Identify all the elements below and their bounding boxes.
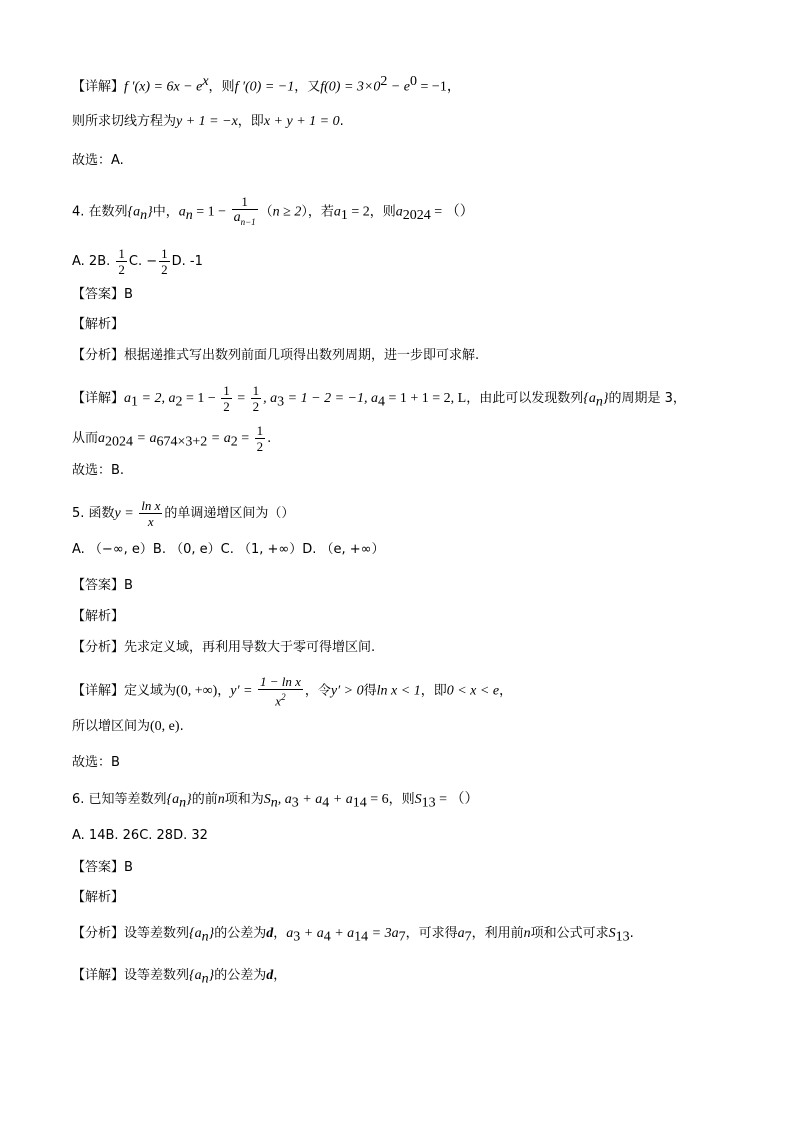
options-5: A. （−∞, e）B. （0, e）C. （1, +∞）D. （e, +∞）	[72, 542, 385, 557]
options-6: A. 14B. 26C. 28D. 32	[72, 828, 208, 843]
fraction: $\frac{1}{2}$	[223, 383, 230, 414]
options-4: A. 2B. $\frac{1}{2}$ C. − $\frac{1}{2}$ D. -1	[72, 246, 203, 277]
analysis-6: 【分析】设等差数列$\{a_n\}$的公差为d，$a_3 + a_4 + a_{14} = 3a_7$，可求得$a_7$，利用前n项和公式可求$S_{13}$.	[72, 926, 634, 945]
analysis-5: 【分析】先求定义域，再利用导数大于零可得增区间.	[72, 640, 376, 655]
detail-5: 【详解】定义域为(0, +∞)，y′ = $\frac{\text{1 − ln x}}{x^2}$ ，令y′ > 0得ln x < 1，即0 < x < e，	[72, 674, 513, 709]
choice-4: 故选：B.	[72, 463, 125, 478]
question-4: 4. 在数列$\{a_n\}$中，$a_n = 1$ − $\frac{1}{a_{n-1}}$ （n ≥ 2），若$a_1 = 2$，则$a_{2024}$ = （）	[72, 194, 474, 230]
detail-5-cont: 所以增区间为(0, e).	[72, 719, 184, 734]
detail-4: 【详解】$a_1 = 2$, $a_2 = 1$ − $\frac{1}{2}$ = $\frac{1}{2}$ , $a_3 = 1 - 2 = -1$, $a_4 = 1 + 1 = 2$, L，由此可以发现数列$\{a_n\}$的周期是 3，	[72, 383, 686, 414]
question-5: 5. 函数y = $\frac{\text{ln x}}{x}$ 的单调递增区间为（）	[72, 498, 295, 529]
detail-tag: 【详解】	[72, 79, 125, 95]
answer-6: 【答案】B	[72, 860, 133, 875]
fraction: $\frac{\text{ln x}}{x}$	[141, 498, 161, 529]
answer-4: 【答案】B	[72, 287, 133, 302]
detail-4-cont: 从而$a_{2024} = a_{674\times 3+2} = a_2$ = $\frac{1}{2}$ .	[72, 423, 272, 454]
question-6: 6. 已知等差数列$\{a_n\}$的前n项和为$S_n$, $a_3 + a_4 + a_{14} = 6$，则$S_{13}$ = （）	[72, 792, 479, 811]
line-detail-3: 【详解】f $'(x) = 6x - e^x$，则f ′(0) = −1，又$f(0) = 3\times 0^2 - e^0 = -1$，	[72, 74, 461, 95]
fraction: $\frac{1}{2}$	[256, 423, 264, 454]
fraction: $\frac{1}{2}$	[252, 383, 260, 414]
analysis-heading-4: 【解析】	[72, 317, 125, 332]
analysis-heading-6: 【解析】	[72, 890, 125, 905]
fraction: $\frac{1}{a_{n-1}}$	[233, 194, 256, 227]
fraction: $\frac{1}{2}$	[161, 246, 168, 277]
analysis-4: 【分析】根据递推式写出数列前面几项得出数列周期，进一步即可求解.	[72, 348, 480, 363]
detail-6: 【详解】设等差数列$\{a_n\}$的公差为d，	[72, 968, 287, 987]
line-tangent: 则所求切线方程为y + 1 = −x，即x + y + 1 = 0.	[72, 114, 344, 129]
fraction: $\frac{1}{2}$	[118, 246, 125, 277]
choice-5: 故选：B	[72, 755, 120, 770]
fraction: $\frac{\text{1 − ln x}}{x^2}$	[259, 674, 301, 709]
answer-5: 【答案】B	[72, 578, 133, 593]
choice-3: 故选：A.	[72, 153, 124, 168]
analysis-heading-5: 【解析】	[72, 609, 125, 624]
